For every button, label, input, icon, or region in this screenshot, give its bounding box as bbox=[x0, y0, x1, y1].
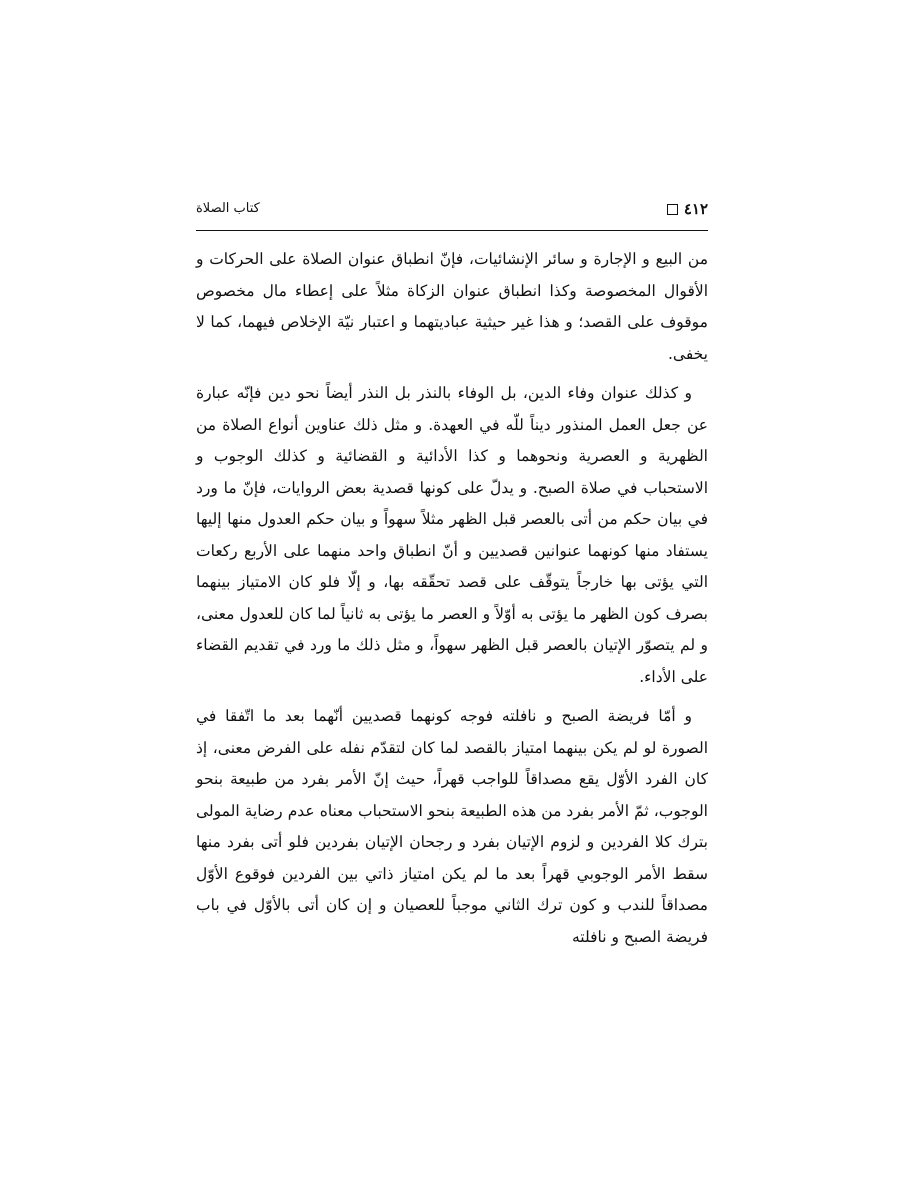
paragraph-3: و أمّا فريضة الصبح و نافلته فوجه كونهما قصديين أنّهما بعد ما اتّفقا في الصورة لو لم يكن بينهما امتياز بالقصد لما كان لتقدّم نفله على الفرض معنى، إذ كان الفرد الأوّل يقع مصداقاً للواجب قهراً، حيث إنّ الأمر بفرد من طبيعة بنحو الوجوب، ثمّ الأمر بفرد من هذه الطبيعة بنحو الاستحباب معناه عدم رضاية المولى بترك كلا الفردين و لزوم الإتيان بفرد و رجحان الإتيان بفردين فلو أتى بفرد منها سقط الأمر الوجوبي قهراً بعد ما لم يكن امتياز ذاتي بين الفردين فوقوع الأوّل مصداقاً للندب و كون ترك الثاني موجباً للعصيان و إن كان أتى بالأوّل في باب فريضة الصبح و نافلته bbox=[196, 707, 708, 946]
body-text bbox=[196, 244, 708, 961]
paragraph-2: و كذلك عنوان وفاء الدين، بل الوفاء بالنذر بل النذر أيضاً نحو دين فإنّه عبارة عن جعل العمل المنذور ديناً للّه في العهدة. و مثل ذلك عناوين أنواع الصلاة من الظهرية و العصرية ونحوهما و كذا الأدائية و القضائية و كذلك الوجوب و الاستحباب في صلاة الصبح. و يدلّ على كونها قصدية بعض الروايات، فإنّ ما ورد في بيان حكم من أتى بالعصر قبل الظهر مثلاً سهواً و بيان حكم العدول منها إليها يستفاد منها كونهما عنوانين قصديين و أنّ انطباق واحد منهما على الأربع ركعات التي يؤتى بها خارجاً يتوقّف على قصد تحقّقه بها، و إلّا فلو كان الامتياز بينهما بصرف كون الظهر ما يؤتى به أوّلاً و العصر ما يؤتى به ثانياً لما كان للعدول معنى، و لم يتصوّر الإتيان بالعصر قبل الظهر سهواً، و مثل ذلك ما ورد في تقديم القضاء على الأداء. bbox=[196, 384, 708, 686]
paragraph-1: من البيع و الإجارة و سائر الإنشائيات، فإنّ انطباق عنوان الصلاة على الحركات و الأقوال المخصوصة وكذا انطباق عنوان الزكاة مثلاً على إعطاء مال مخصوص موقوف على القصد؛ و هذا غير حيثية عباديتهما و اعتبار نيّة الإخلاص فيهما، كما لا يخفى. bbox=[196, 250, 708, 363]
book-page bbox=[196, 0, 708, 1200]
header-divider bbox=[196, 230, 708, 231]
running-title: كتاب الصلاة bbox=[196, 201, 260, 216]
page-header bbox=[196, 200, 708, 224]
square-box-icon bbox=[667, 204, 678, 215]
page-number: ٤١٢ bbox=[683, 200, 708, 218]
page-number-group bbox=[667, 200, 708, 218]
